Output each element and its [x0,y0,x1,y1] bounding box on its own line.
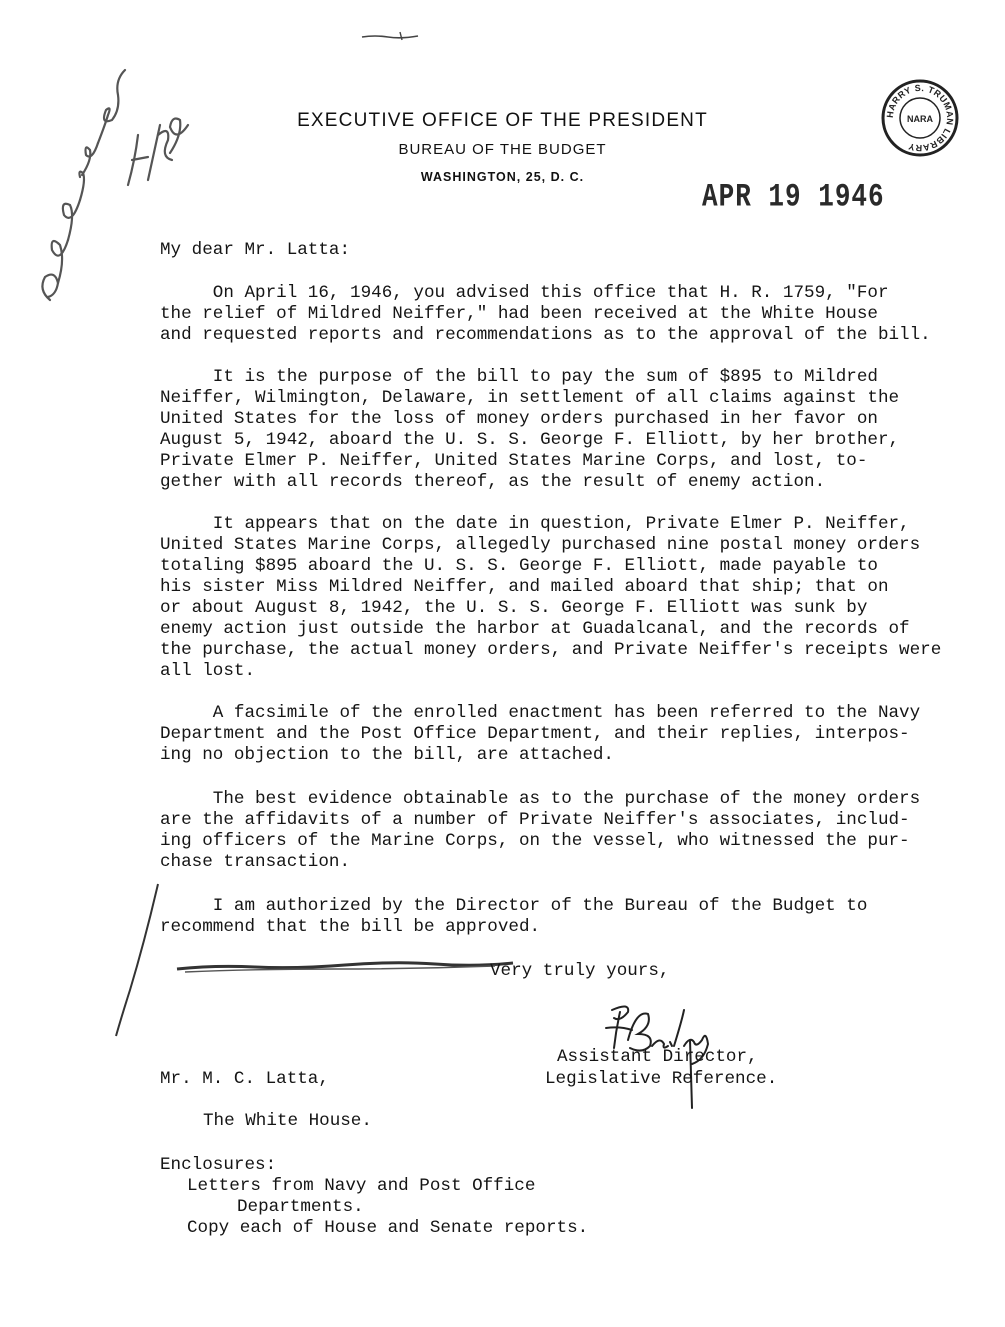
signer-title-1: Assistant Director, [557,1047,758,1067]
paragraph-6 [160,896,867,938]
seal-center-text: NARA [907,114,933,124]
text-line: It appears that on the date in question, Private Elmer P. Neiffer, [160,514,910,534]
signature-text: F. J. Bailey [590,1000,595,1001]
text-line: are the affidavits of a number of Private Neiffer's associates, includ- [160,810,910,830]
enclosure-item: Letters from Navy and Post Office [187,1176,536,1196]
signature-underline-scribble [175,955,515,977]
paragraph-1 [160,283,931,346]
text-line: August 5, 1942, aboard the U. S. S. George F. Elliott, by her brother, [160,430,900,450]
margin-pen-line [100,880,180,1040]
salutation: My dear Mr. Latta: [160,240,351,260]
addressee-place: The White House. [203,1111,372,1131]
text-line: Neiffer, Wilmington, Delaware, in settlement of all claims against the [160,388,900,408]
text-line: Department and the Post Office Department, and their replies, interpos- [160,724,910,744]
paragraph-4 [160,703,920,766]
handwritten-approval-note [20,65,195,305]
letterhead-bureau: BUREAU OF THE BUDGET [398,141,607,158]
addressee-name: Mr. M. C. Latta, [160,1069,329,1089]
enclosure-item-continued: Departments. [237,1197,364,1217]
paragraph-2 [160,367,899,493]
text-line: chase transaction. [160,852,351,872]
text-line: United States Marine Corps, allegedly purchased nine postal money orders [160,535,921,555]
text-line: ing no objection to the bill, are attached. [160,745,614,765]
paragraph-5 [160,789,920,873]
text-line: ing officers of the Marine Corps, on the vessel, who witnessed the pur- [160,831,910,851]
text-line: totaling $895 aboard the U. S. S. George F. Elliott, made payable to [160,556,878,576]
text-line: all lost. [160,661,256,681]
paragraph-3 [160,514,941,682]
received-date-stamp: APR 19 1946 [702,178,885,216]
letterhead-location: WASHINGTON, 25, D. C. [420,170,585,184]
enclosure-item: Copy each of House and Senate reports. [187,1218,589,1238]
text-line: A facsimile of the enrolled enactment has been referred to the Navy [160,703,921,723]
seal-text: HARRY S. TRUMAN LIBRARY [884,82,956,154]
handwritten-note-text: approved 4/20/46 [20,65,28,66]
text-line: Private Elmer P. Neiffer, United States Marine Corps, and lost, to- [160,451,868,471]
text-line: or about August 8, 1942, the U. S. S. George F. Elliott was sunk by [160,598,868,618]
truman-library-seal [880,78,960,158]
text-line: and requested reports and recommendations as to the approval of the bill. [160,325,931,345]
signer-title-2: Legislative Reference. [545,1069,778,1089]
text-line: The best evidence obtainable as to the purchase of the money orders [160,789,921,809]
text-line: the purchase, the actual money orders, and Private Neiffer's receipts were [160,640,942,660]
text-line: I am authorized by the Director of the Bureau of the Budget to [160,896,868,916]
text-line: the relief of Mildred Neiffer," had been received at the White House [160,304,878,324]
text-line: United States for the loss of money orders purchased in her favor on [160,409,878,429]
top-pen-mark [360,30,420,42]
letterhead-office: EXECUTIVE OFFICE OF THE PRESIDENT [297,110,708,131]
closing: Very truly yours, [490,961,670,981]
text-line: It is the purpose of the bill to pay the sum of $895 to Mildred [160,367,878,387]
text-line: enemy action just outside the harbor at Guadalcanal, and the records of [160,619,910,639]
enclosures-heading: Enclosures: [160,1155,277,1175]
text-line: recommend that the bill be approved. [160,917,541,937]
text-line: gether with all records thereof, as the result of enemy action. [160,472,826,492]
text-line: his sister Miss Mildred Neiffer, and mailed aboard that ship; that on [160,577,889,597]
text-line: On April 16, 1946, you advised this office that H. R. 1759, "For [160,283,889,303]
